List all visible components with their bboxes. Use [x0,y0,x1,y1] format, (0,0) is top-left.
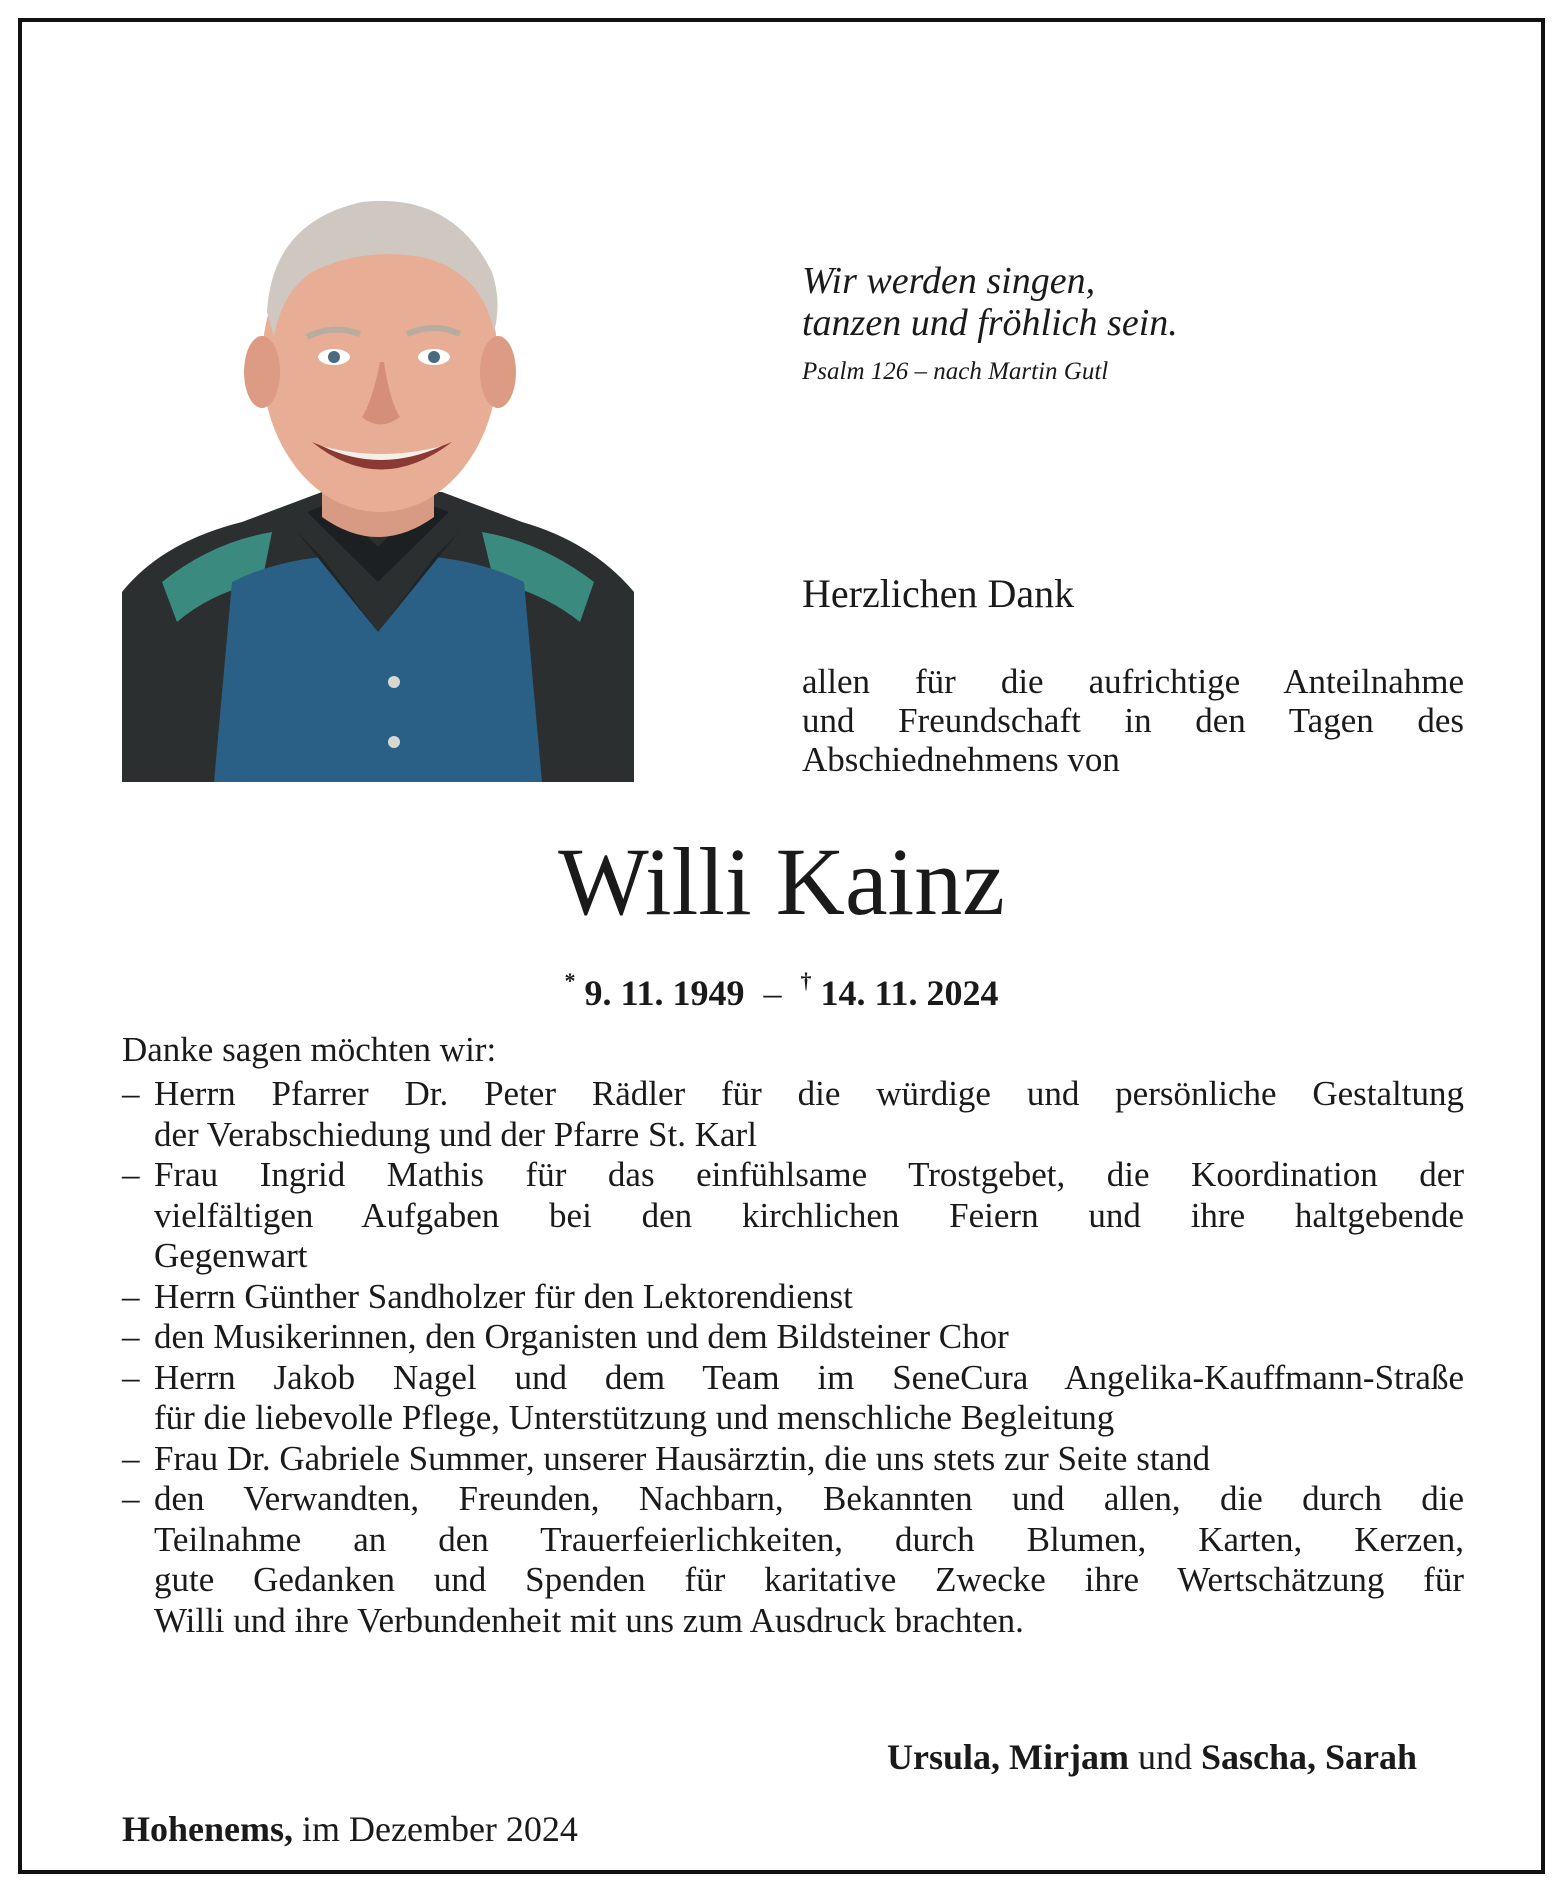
acknowledgement-line: Herrn Jakob Nagel und dem Team im SeneCura Angelika-Kauffmann-Straße [154,1357,1464,1397]
portrait-illustration [122,162,634,782]
place-date [122,1808,578,1850]
place-name: Hohenems, [122,1809,293,1849]
intro-line: allen für die aufrichtige Anteilnahme [802,662,1464,701]
thanks-intro [802,662,1464,779]
signature [887,1736,1417,1778]
bullet-dash: – [122,1438,140,1478]
acknowledgement-item [122,1277,1464,1318]
quote-line-1: Wir werden singen, [802,260,1096,302]
birth-date: 9. 11. 1949 [584,973,745,1013]
death-symbol: † [800,968,812,993]
intro-line: Abschiednehmens von [802,740,1120,779]
acknowledgement-line: den Musikerinnen, den Organisten und dem Bildsteiner Chor [154,1317,1009,1356]
quote-block [802,260,1402,386]
acknowledgement-item [122,1074,1464,1155]
acknowledgement-line: den Verwandten, Freunden, Nachbarn, Bekannten und allen, die durch die [154,1479,1464,1518]
birth-symbol: * [564,968,576,993]
bullet-dash: – [122,1155,140,1194]
acknowledgement-line: Frau Dr. Gabriele Summer, unserer Hausärztin, die uns stets zur Seite stand [154,1438,1211,1478]
acknowledgement-line: Teilnahme an den Trauerfeierlichkeiten, durch Blumen, Karten, Kerzen, [154,1519,1464,1559]
acknowledgement-item [122,1317,1464,1358]
quote-line-2: tanzen und fröhlich sein. [802,302,1178,344]
date-text: im Dezember 2024 [302,1809,578,1849]
acknowledgement-item [122,1479,1464,1641]
acknowledgement-line: gute Gedanken und Spenden für karitative Zwecke ihre Wertschätzung für [154,1560,1464,1599]
quote-source: Psalm 126 – nach Martin Gutl [802,358,1109,385]
bullet-dash: – [122,1479,140,1518]
deceased-name: Willi Kainz [558,828,1005,935]
acknowledgement-line: vielfältigen Aufgaben bei den kirchlichen Feiern und ihre haltgebende [154,1195,1464,1235]
bullet-dash: – [122,1317,140,1356]
bullet-dash: – [122,1074,140,1113]
intro-line: und Freundschaft in den Tagen des [802,701,1464,740]
acknowledgement-item [122,1439,1464,1480]
signature-conjunction: und [1137,1737,1192,1777]
acknowledgements-list [122,1074,1464,1641]
acknowledgement-line: für die liebevolle Pflege, Unterstützung und menschliche Begleitung [154,1398,1115,1437]
signature-names-b: Sascha, Sarah [1200,1737,1417,1777]
death-date: 14. 11. 2024 [820,973,999,1013]
acknowledgement-item [122,1155,1464,1277]
acknowledgement-line: Gegenwart [154,1236,308,1275]
date-separator: – [763,973,782,1013]
portrait-photo [122,162,634,782]
thanks-heading: Herzlichen Dank [802,571,1075,616]
signature-names-a: Ursula, Mirjam [886,1737,1129,1777]
acknowledgement-item [122,1358,1464,1439]
acknowledgement-line: Willi und ihre Verbundenheit mit uns zum Ausdruck brachten. [154,1600,1024,1640]
acknowledgement-line: der Verabschiedung und der Pfarre St. Karl [154,1114,757,1154]
acknowledgements-lead: Danke sagen möchten wir: [122,1030,497,1069]
acknowledgement-line: Herrn Günther Sandholzer für den Lektorendienst [154,1276,853,1316]
acknowledgement-line: Herrn Pfarrer Dr. Peter Rädler für die würdige und persönliche Gestaltung [154,1074,1464,1113]
acknowledgement-line: Frau Ingrid Mathis für das einfühlsame Trostgebet, die Koordination der [154,1155,1464,1194]
bullet-dash: – [122,1276,140,1316]
obituary-card [18,18,1545,1874]
life-dates [22,968,1541,1014]
bullet-dash: – [122,1357,140,1397]
